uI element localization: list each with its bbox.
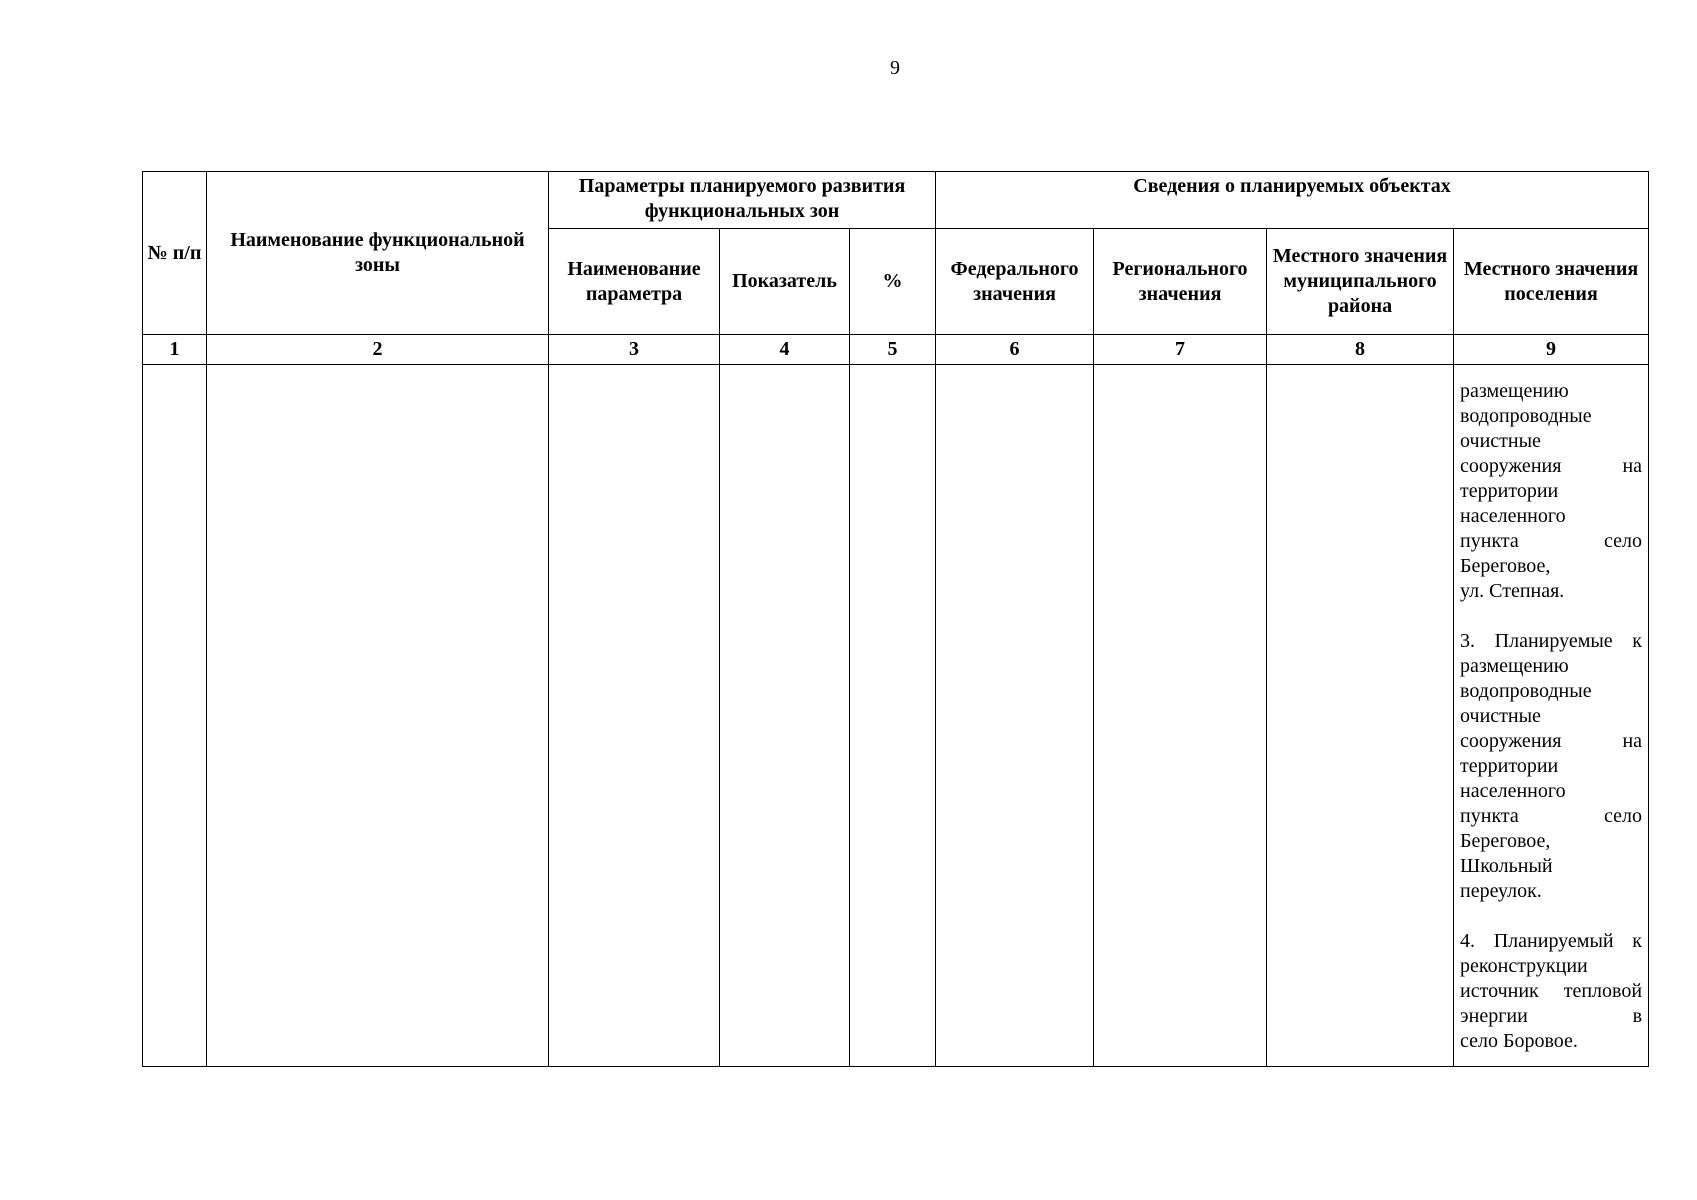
text-line: село Боровое. xyxy=(1460,1030,1578,1052)
text-line: источник тепловой xyxy=(1460,980,1643,1002)
text-line: водопроводные xyxy=(1460,680,1592,702)
text-line: Школьный xyxy=(1460,855,1553,877)
table-cell xyxy=(720,365,850,1067)
column-number: 3 xyxy=(549,335,720,365)
header-indicator: Показатель xyxy=(720,229,850,335)
table-cell xyxy=(207,365,549,1067)
text-line: водопроводные xyxy=(1460,405,1592,427)
header-zone-name: Наименование функциональной зоны xyxy=(207,172,549,335)
text-line: пункта село xyxy=(1460,530,1643,552)
text-line: 4. Планируемый к xyxy=(1460,930,1643,952)
table-row xyxy=(143,365,1649,1067)
text-line: пункта село xyxy=(1460,805,1643,827)
header-percent: % xyxy=(850,229,936,335)
paragraph xyxy=(1460,629,1642,904)
column-number: 7 xyxy=(1094,335,1267,365)
text-line: очистные xyxy=(1460,430,1541,452)
header-row-top xyxy=(143,172,1649,229)
column-number: 6 xyxy=(936,335,1094,365)
page-number: 9 xyxy=(890,57,900,79)
text-line: сооружения на xyxy=(1460,455,1643,477)
column-number: 9 xyxy=(1454,335,1649,365)
column-number: 2 xyxy=(207,335,549,365)
text-line: переулок. xyxy=(1460,880,1542,902)
header-params-group: Параметры планируемого развития функциональных зон xyxy=(549,172,936,229)
column-number: 4 xyxy=(720,335,850,365)
text-line: территории xyxy=(1460,480,1559,502)
text-line: размещению xyxy=(1460,380,1569,402)
header-federal: Федерального значения xyxy=(936,229,1094,335)
table-cell xyxy=(850,365,936,1067)
text-line: реконструкции xyxy=(1460,955,1588,977)
table-cell xyxy=(1094,365,1267,1067)
table-cell xyxy=(143,365,207,1067)
header-param-name: Наименование параметра xyxy=(549,229,720,335)
table-cell xyxy=(549,365,720,1067)
text-line: Береговое, xyxy=(1460,830,1551,852)
header-regional: Регионального значения xyxy=(1094,229,1267,335)
table-cell xyxy=(1267,365,1454,1067)
text-line: очистные xyxy=(1460,705,1541,727)
planning-table xyxy=(142,171,1649,1067)
text-line: ул. Степная. xyxy=(1460,580,1565,602)
header-num: № п/п xyxy=(143,172,207,335)
text-line: Береговое, xyxy=(1460,555,1551,577)
column-number: 5 xyxy=(850,335,936,365)
text-line: 3. Планируемые к xyxy=(1460,630,1643,652)
text-line: населенного xyxy=(1460,780,1566,802)
paragraph xyxy=(1460,379,1642,604)
text-line: размещению xyxy=(1460,655,1569,677)
text-line: энергии в xyxy=(1460,1005,1643,1027)
table-cell xyxy=(936,365,1094,1067)
header-local-settlement: Местного значения поселения xyxy=(1454,229,1649,335)
column-number: 8 xyxy=(1267,335,1454,365)
header-local-district: Местного значения муниципального района xyxy=(1267,229,1454,335)
text-line: сооружения на xyxy=(1460,730,1643,752)
settlement-objects-cell xyxy=(1454,365,1649,1067)
column-number-row xyxy=(143,335,1649,365)
column-number: 1 xyxy=(143,335,207,365)
paragraph xyxy=(1460,929,1642,1054)
text-line: территории xyxy=(1460,755,1559,777)
header-objects-group: Сведения о планируемых объектах xyxy=(936,172,1649,229)
text-line: населенного xyxy=(1460,505,1566,527)
